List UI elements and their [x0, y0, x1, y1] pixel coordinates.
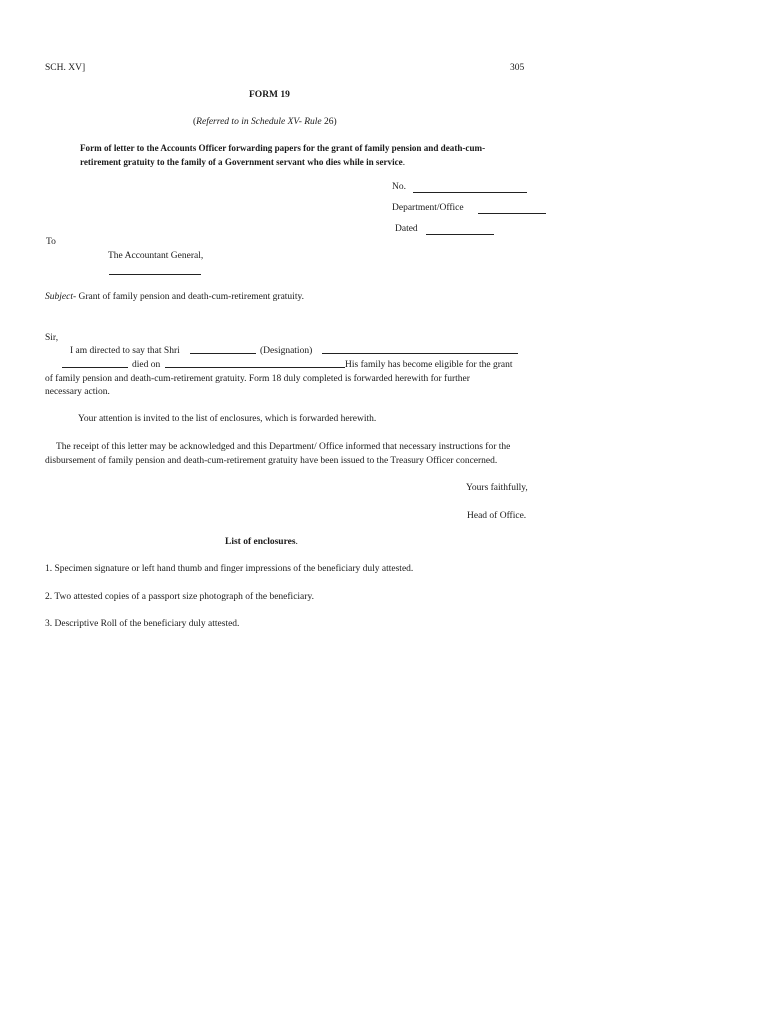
para1-line3: of family pension and death-cum-retirement gratuity. Form 18 duly completed is forwarded herewith for further — [45, 374, 470, 384]
recipient-address-field[interactable] — [109, 274, 201, 275]
enclosure-item: 2. Two attested copies of a passport size photograph of the beneficiary. — [45, 592, 314, 602]
closing-yours-faithfully: Yours faithfully, — [466, 483, 528, 493]
reference-text: Referred to in Schedule XV- Rule — [196, 117, 325, 127]
shri-name-field[interactable] — [190, 353, 256, 354]
no-field[interactable] — [413, 192, 527, 193]
enclosures-heading-wrap — [225, 536, 298, 548]
form-description-line1: Form of letter to the Accounts Officer forwarding papers for the grant of family pension and death-cum- — [80, 143, 486, 153]
form-title: FORM 19 — [249, 90, 290, 100]
para2: Your attention is invited to the list of enclosures, which is forwarded herewith. — [78, 414, 377, 424]
reference-open: ( — [193, 117, 197, 127]
department-office-field[interactable] — [478, 213, 546, 214]
dated-field[interactable] — [426, 234, 494, 235]
schedule-reference: SCH. XV] — [45, 63, 86, 73]
to-label: To — [46, 237, 56, 247]
designation-field[interactable] — [322, 353, 518, 354]
designation-continued-field[interactable] — [62, 367, 128, 368]
form-description-end: . — [402, 157, 405, 167]
para1-intro: I am directed to say that Shri — [70, 346, 180, 356]
dated-label: Dated — [395, 224, 418, 234]
enclosures-heading: List of enclosures — [225, 537, 296, 547]
enclosures-heading-end: . — [295, 537, 298, 547]
closing-signatory: Head of Office. — [467, 511, 527, 521]
subject-text: - Grant of family pension and death-cum-retirement gratuity. — [72, 292, 304, 302]
para3-line1: The receipt of this letter may be acknowledged and this Department/ Office informed that necessary instructions for the — [56, 442, 511, 452]
eligibility-text: His family has become eligible for the grant — [345, 360, 513, 370]
form-description-line2-wrap — [80, 156, 405, 168]
para1-line4: necessary action. — [45, 387, 110, 397]
form-rule-reference — [193, 116, 337, 128]
recipient: The Accountant General, — [108, 251, 204, 261]
salutation: Sir, — [45, 333, 59, 343]
subject-line — [45, 291, 304, 303]
para3-line2: disbursement of family pension and death-cum-retirement gratuity have been issued to the Treasury Officer concerned. — [45, 456, 498, 466]
reference-close: 26) — [324, 117, 337, 127]
died-on-label: died on — [132, 360, 161, 370]
subject-label: Subject — [45, 292, 73, 302]
enclosure-item: 1. Specimen signature or left hand thumb and finger impressions of the beneficiary duly attested. — [45, 564, 414, 574]
department-office-label: Department/Office — [392, 203, 464, 213]
enclosure-item: 3. Descriptive Roll of the beneficiary duly attested. — [45, 619, 240, 629]
form-description-line2: retirement gratuity to the family of a Government servant who dies while in service — [80, 157, 403, 167]
designation-label: (Designation) — [260, 346, 313, 356]
date-of-death-field[interactable] — [165, 367, 345, 368]
no-label: No. — [392, 182, 406, 192]
page-number: 305 — [510, 63, 525, 73]
